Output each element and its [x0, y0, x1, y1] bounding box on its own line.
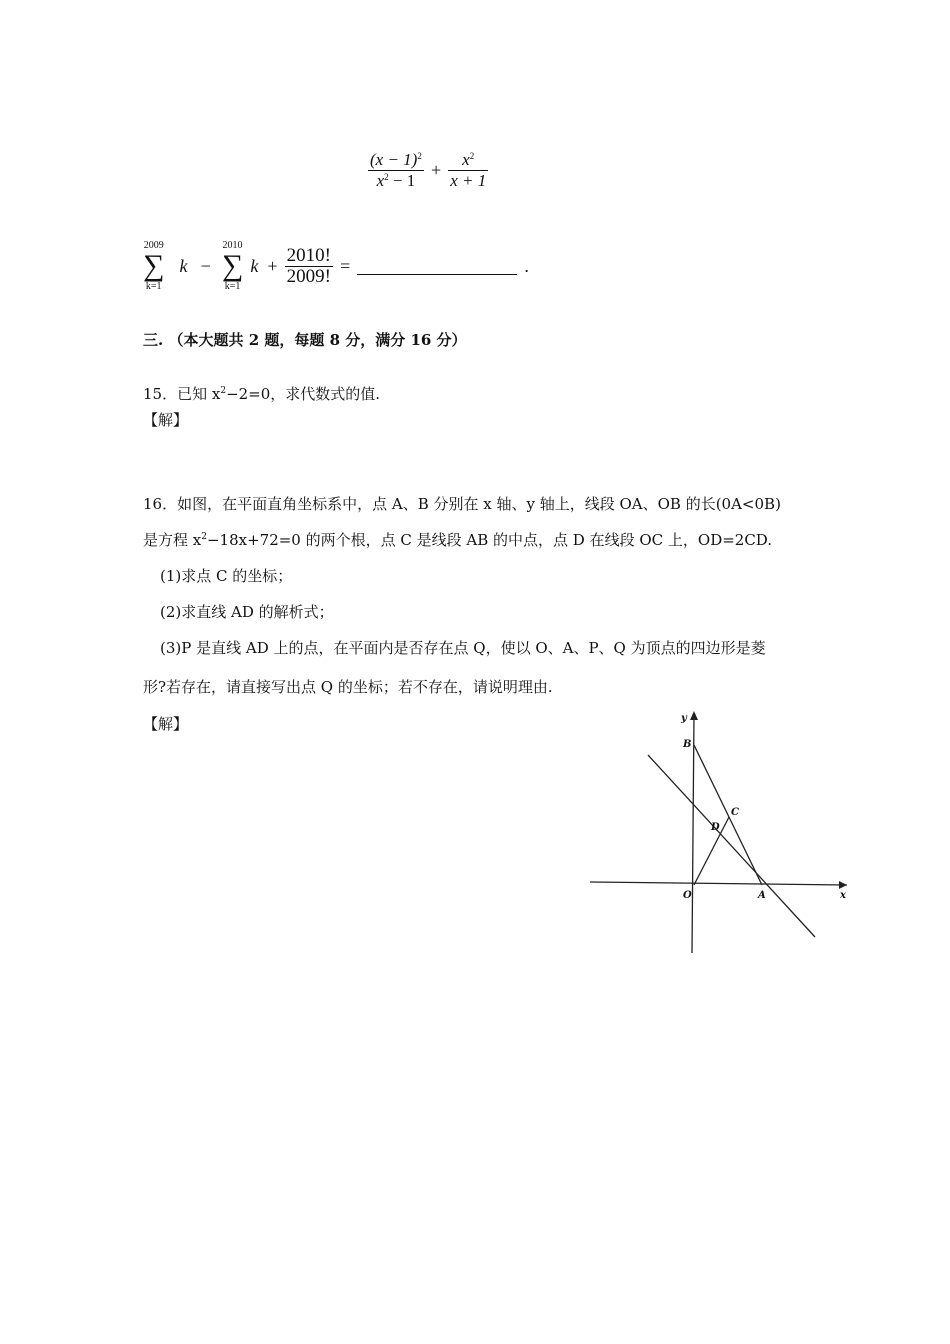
sigma-icon: ∑: [143, 249, 165, 282]
denominator-1-var: x: [376, 171, 385, 190]
q15-text-pre: 15．已知 x: [143, 385, 221, 403]
sum-1-lower: k=1: [145, 281, 162, 292]
plus-sign: +: [430, 160, 442, 180]
section-3-desc: （本大题共 2 题，每题 8 分，满分 16 分）: [168, 331, 467, 349]
expression-2: [143, 240, 531, 292]
factorial-fraction: [285, 246, 333, 287]
line-ad: [648, 755, 815, 937]
k-term-1: k: [179, 255, 188, 276]
q16-part-3a: (3)P 是直线 AD 上的点，在平面内是否存在点 Q，使以 O、A、P、Q 为顶点的四边形是菱: [160, 639, 766, 657]
numerator-2-exp: 2: [469, 151, 475, 161]
plus-sign: +: [267, 255, 278, 276]
coordinate-figure: [585, 705, 855, 960]
y-axis: [692, 713, 694, 953]
q15-text-post: −2=0，求代数式的值.: [226, 385, 381, 403]
q16-line-2-post: −18x+72=0 的两个根，点 C 是线段 AB 的中点，点 D 在线段 OC 上，OD=2CD.: [206, 531, 773, 549]
denominator-1-exp: 2: [384, 172, 389, 182]
answer-blank[interactable]: [357, 258, 517, 275]
sum-1: [143, 240, 164, 292]
sum-2-lower: k=1: [224, 281, 241, 292]
fraction-1: [368, 150, 424, 191]
factorial-denominator: 2009!: [286, 265, 331, 287]
section-3-header: [143, 330, 467, 350]
numerator-1-exp: 2: [417, 151, 422, 161]
x-axis: [590, 882, 847, 885]
q16-part-3b: 形?若存在，请直接写出点 Q 的坐标；若不存在，请说明理由.: [143, 678, 553, 696]
q15-answer-label: 【解】: [143, 411, 189, 429]
q16-part-2: (2)求直线 AD 的解析式；: [160, 603, 334, 621]
numerator-2-var: x: [462, 150, 470, 169]
section-3-label: 三.: [143, 331, 164, 349]
sigma-icon: ∑: [221, 249, 244, 282]
label-d: D: [711, 822, 720, 833]
denominator-1-rest: − 1: [388, 171, 416, 190]
q15-exp: 2: [220, 386, 227, 396]
q16-exp: 2: [201, 532, 207, 542]
fraction-2: [448, 150, 488, 191]
numerator-1: (x − 1): [370, 150, 418, 169]
period: .: [524, 255, 529, 276]
q16-line-2: [143, 530, 772, 550]
label-y: y: [681, 713, 687, 724]
k-term-2: k: [250, 255, 259, 276]
label-c: C: [731, 807, 739, 818]
denominator-2: x + 1: [450, 171, 487, 190]
x-axis-arrow-icon: [839, 881, 847, 889]
label-b: B: [683, 739, 692, 750]
q16-answer-label: 【解】: [143, 715, 189, 733]
sum-1-upper: 2009: [143, 240, 164, 251]
sum-2-upper: 2010: [222, 240, 243, 251]
equals-sign: =: [340, 255, 351, 276]
q16-line-1: 16．如图，在平面直角坐标系中，点 A、B 分别在 x 轴、y 轴上，线段 OA、OB 的长(0A<0B): [143, 495, 781, 513]
minus-sign: −: [200, 255, 211, 276]
question-15: [143, 384, 380, 404]
expression-1: [368, 150, 488, 191]
factorial-numerator: 2010!: [286, 244, 331, 266]
y-axis-arrow-icon: [690, 711, 698, 720]
sum-2: [222, 240, 243, 292]
label-a: A: [758, 890, 766, 901]
q16-part-1: (1)求点 C 的坐标；: [160, 567, 293, 585]
label-x: x: [840, 890, 846, 901]
label-o: O: [683, 890, 692, 901]
q16-line-2-pre: 是方程 x: [143, 531, 202, 549]
